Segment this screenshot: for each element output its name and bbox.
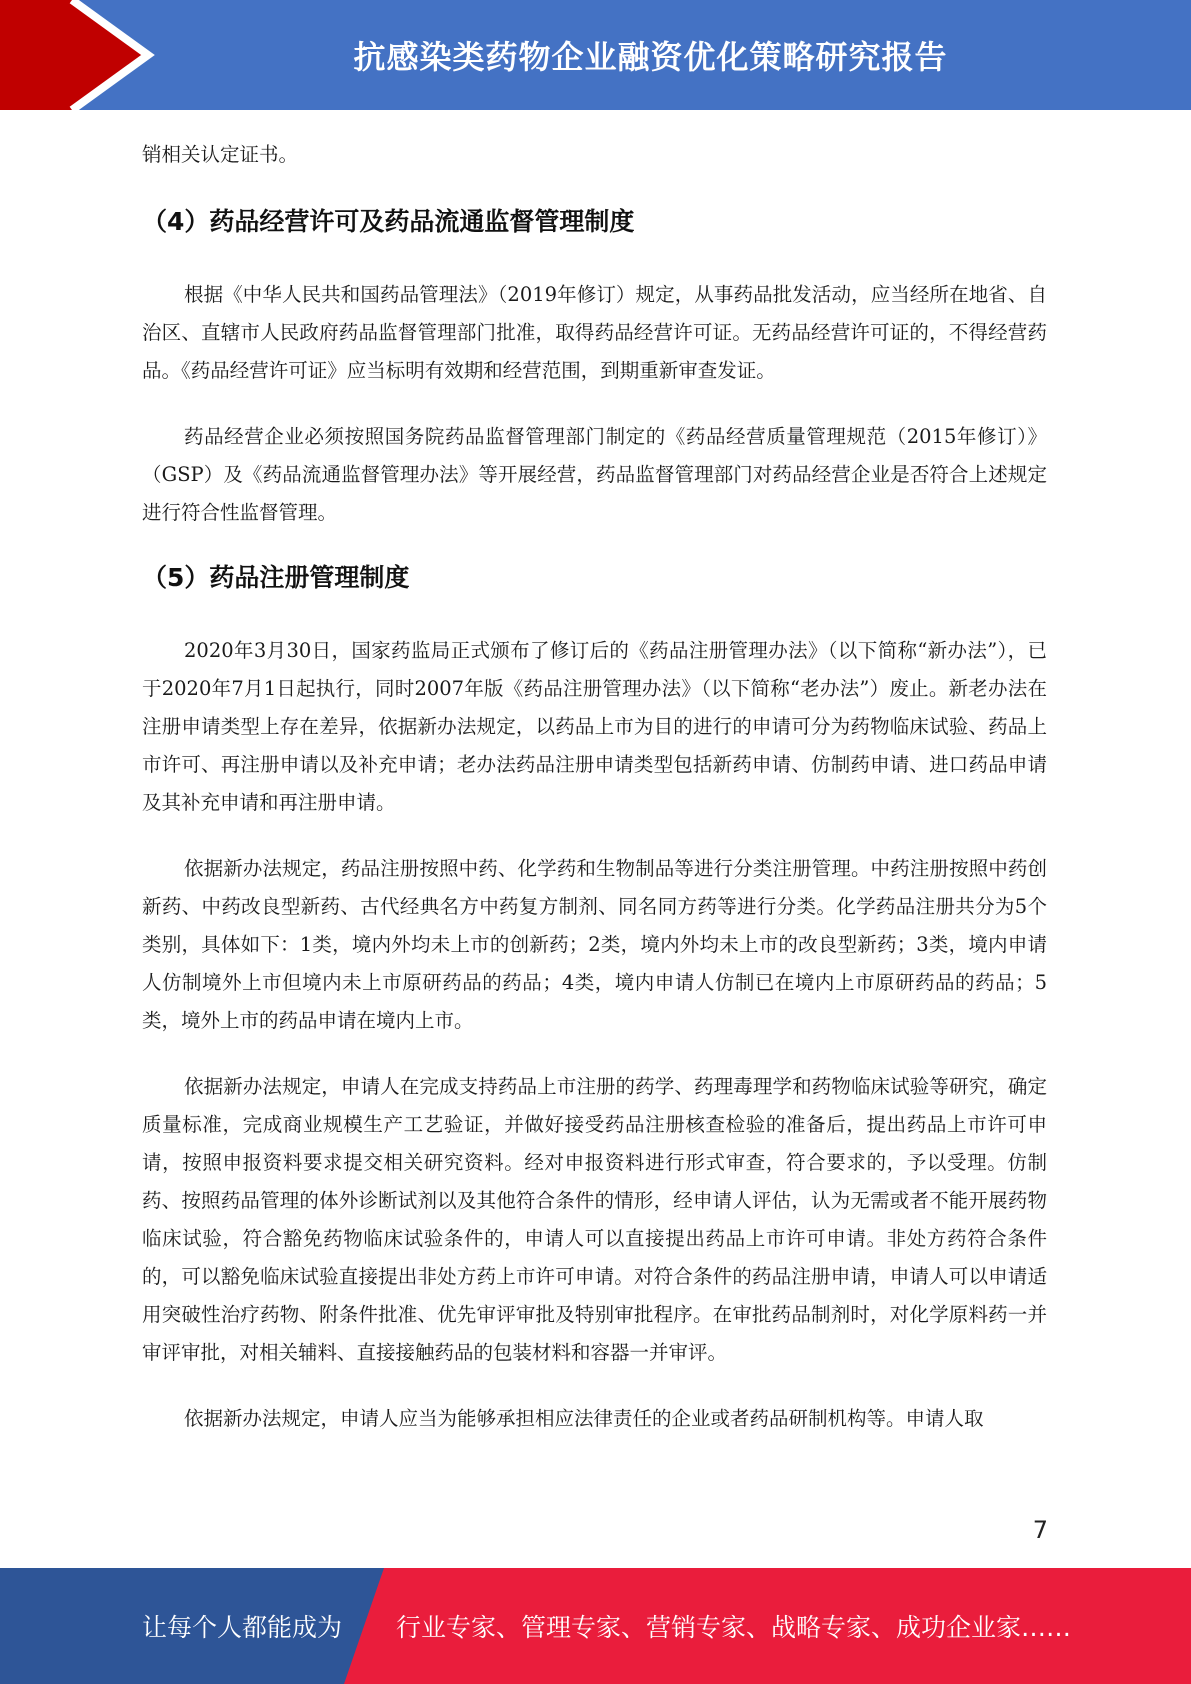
page-footer xyxy=(0,1568,1191,1684)
paragraph: 依据新办法规定，申请人应当为能够承担相应法律责任的企业或者药品研制机构等。申请人取 xyxy=(184,1407,984,1430)
paragraph: 依据新办法规定，申请人在完成支持药品上市注册的药学、药理毒理学和药物临床试验等研究，确定质量标准，完成商业规模生产工艺验证，并做好接受药品注册核查检验的准备后，提出药品上市许可申请，按照申报资料要求提交相关研究资料。经对申报资料进行形式审查，符合要求的，予以受理。仿制药、按照药品管理的体外诊断试剂以及其他符合条件的情形，经申请人评估，认为无需或者不能开展药物临床试验，符合豁免药物临床试验条件的，申请人可以直接提出药品上市许可申请。非处方药符合条件的，可以豁免临床试验直接提出非处方药上市许可申请。对符合条件的药品注册申请，申请人可以申请适用突破性治疗药物、附条件批准、优先审评审批及特别审批程序。在审批药品制剂时，对化学原料药一并审评审批，对相关辅料、直接接触药品的包装材料和容器一并审评。 xyxy=(142,1075,1047,1364)
paragraph: 药品经营企业必须按照国务院药品监督管理部门制定的《药品经营质量管理规范（2015年修订）》（GSP）及《药品流通监督管理办法》等开展经营，药品监督管理部门对药品经营企业是否符合上述规定进行符合性监督管理。 xyxy=(142,425,1047,524)
header-arrow-icon xyxy=(0,0,160,110)
section-heading-4: （4）药品经营许可及药品流通监督管理制度 xyxy=(142,207,635,236)
footer-slogan-right: 行业专家、管理专家、营销专家、战略专家、成功企业家…… xyxy=(396,1613,1072,1642)
paragraph: 2020年3月30日，国家药监局正式颁布了修订后的《药品注册管理办法》（以下简称“新办法”），已于2020年7月1日起执行，同时2007年版《药品注册管理办法》（以下简称“老办法”）废止。新老办法在注册申请类型上存在差异，依据新办法规定，以药品上市为目的进行的申请可分为药物临床试验、药品上市许可、再注册申请以及补充申请；老办法药品注册申请类型包括新药申请、仿制药申请、进口药品申请及其补充申请和再注册申请。 xyxy=(142,639,1047,814)
section-heading-5: （5）药品注册管理制度 xyxy=(142,563,410,592)
document-body xyxy=(142,136,1047,1438)
page-header xyxy=(0,0,1191,110)
footer-slogan-left: 让每个人都能成为 xyxy=(142,1613,343,1642)
paragraph: 依据新办法规定，药品注册按照中药、化学药和生物制品等进行分类注册管理。中药注册按照中药创新药、中药改良型新药、古代经典名方中药复方制剂、同名同方药等进行分类。化学药品注册共分为5个类别，具体如下：1类，境内外均未上市的创新药；2类，境内外均未上市的改良型新药；3类，境内申请人仿制境外上市但境内未上市原研药品的药品；4类，境内申请人仿制已在境内上市原研药品的药品；5类，境外上市的药品申请在境内上市。 xyxy=(142,857,1047,1032)
paragraph-continued: 销相关认定证书。 xyxy=(142,143,299,166)
page-number: 7 xyxy=(1032,1516,1048,1544)
report-title: 抗感染类药物企业融资优化策略研究报告 xyxy=(353,38,948,76)
paragraph: 根据《中华人民共和国药品管理法》（2019年修订）规定，从事药品批发活动，应当经所在地省、自治区、直辖市人民政府药品监督管理部门批准，取得药品经营许可证。无药品经营许可证的，不得经营药品。《药品经营许可证》应当标明有效期和经营范围，到期重新审查发证。 xyxy=(142,283,1047,382)
